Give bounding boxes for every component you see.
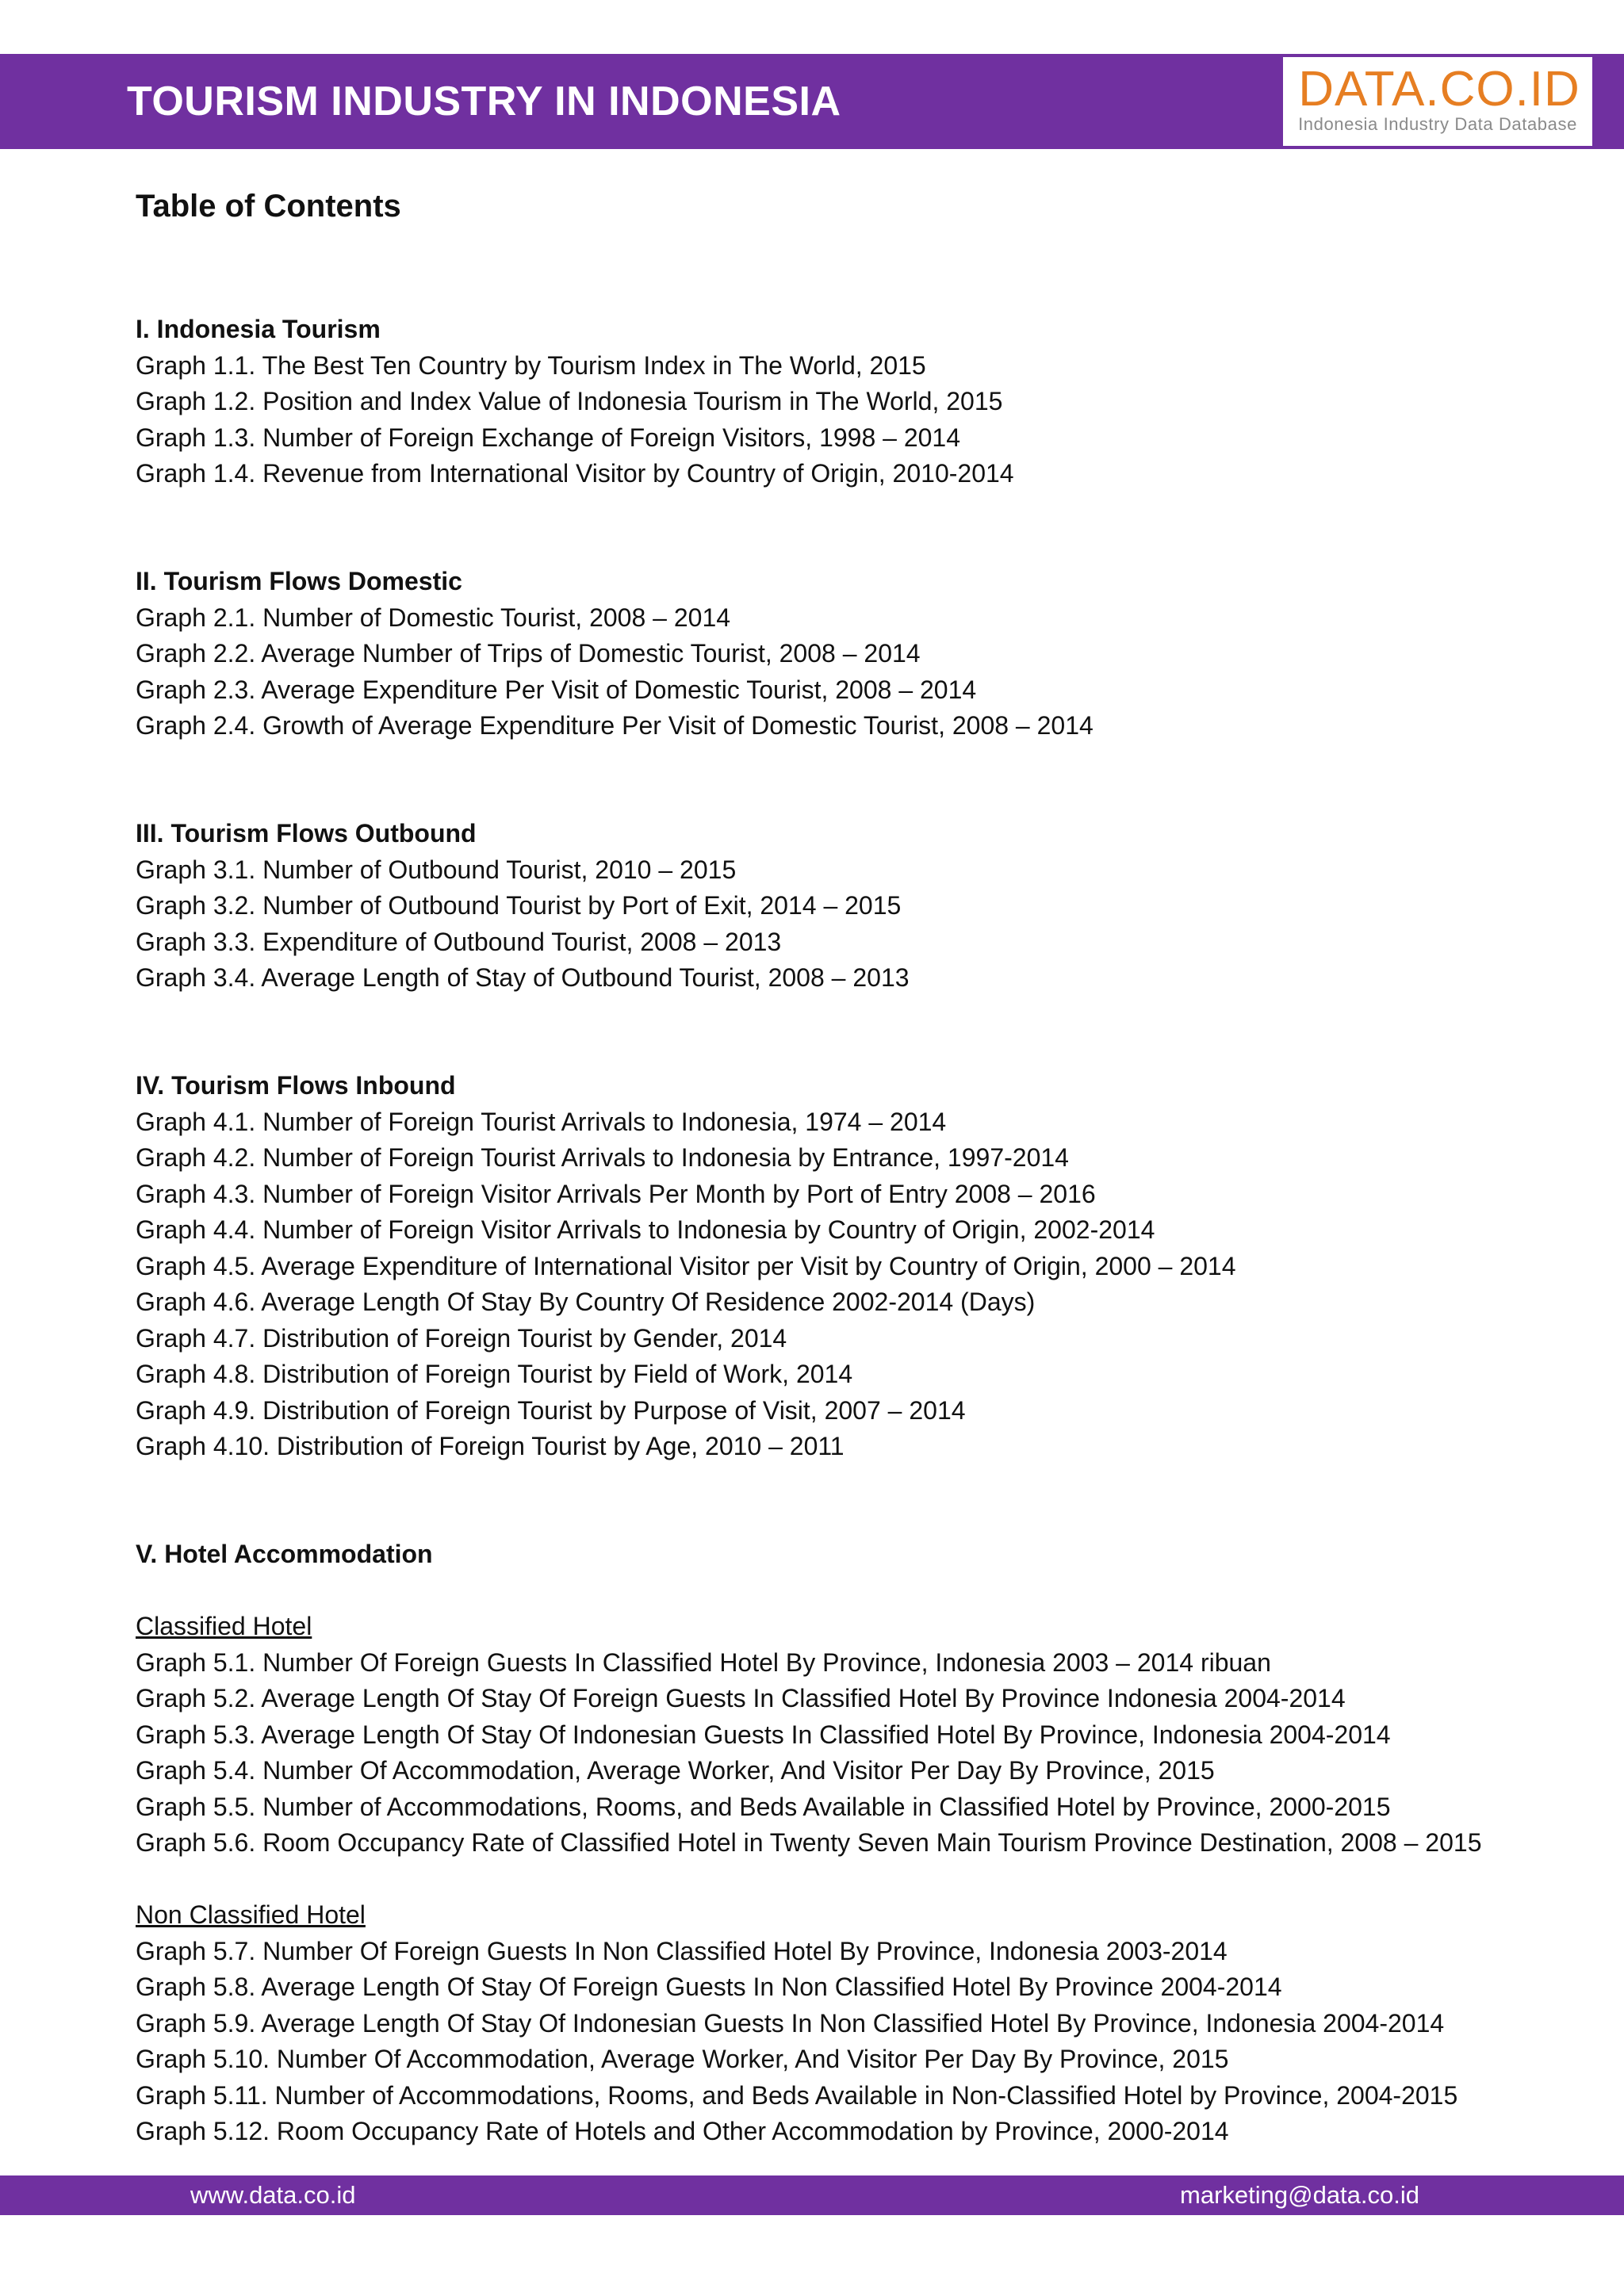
logo-tagline: Indonesia Industry Data Database bbox=[1298, 114, 1577, 134]
toc-section-5 bbox=[136, 1536, 1595, 2150]
toc-entry[interactable]: Graph 5.5. Number of Accommodations, Rooms, and Beds Available in Classified Hotel by Province, 2000-2015 bbox=[136, 1792, 1391, 1821]
toc-title: Table of Contents bbox=[136, 189, 401, 224]
document-title: TOURISM INDUSTRY IN INDONESIA bbox=[127, 78, 841, 124]
toc-section-3 bbox=[136, 816, 1595, 997]
section-heading: I. Indonesia Tourism bbox=[136, 315, 381, 343]
toc-entry[interactable]: Graph 1.2. Position and Index Value of Indonesia Tourism in The World, 2015 bbox=[136, 387, 1003, 415]
toc-entry[interactable]: Graph 1.1. The Best Ten Country by Tourism Index in The World, 2015 bbox=[136, 350, 926, 380]
toc-entry[interactable]: Graph 4.9. Distribution of Foreign Tourist by Purpose of Visit, 2007 – 2014 bbox=[136, 1395, 966, 1425]
toc-entry[interactable]: Graph 4.6. Average Length Of Stay By Country Of Residence 2002-2014 (Days) bbox=[136, 1288, 1036, 1316]
section-heading: III. Tourism Flows Outbound bbox=[136, 819, 477, 848]
toc-entry[interactable]: Graph 2.1. Number of Domestic Tourist, 2008 – 2014 bbox=[136, 603, 731, 632]
toc-entry[interactable]: Graph 4.3. Number of Foreign Visitor Arrivals Per Month by Port of Entry 2008 – 2016 bbox=[136, 1179, 1096, 1208]
subsection-heading: Classified Hotel bbox=[136, 1612, 312, 1640]
section-heading: IV. Tourism Flows Inbound bbox=[136, 1071, 456, 1100]
toc-entry[interactable]: Graph 4.5. Average Expenditure of International Visitor per Visit by Country of Origin, 2000 – 2014 bbox=[136, 1251, 1236, 1280]
toc-section-4 bbox=[136, 1068, 1595, 1465]
footer-website-link[interactable]: www.data.co.id bbox=[190, 2181, 356, 2209]
section-heading: V. Hotel Accommodation bbox=[136, 1540, 433, 1568]
brand-logo bbox=[1283, 57, 1592, 146]
toc-section-1 bbox=[136, 312, 1595, 492]
toc-section-2 bbox=[136, 564, 1595, 744]
toc-entry[interactable]: Graph 5.10. Number Of Accommodation, Average Worker, And Visitor Per Day By Province, 2015 bbox=[136, 2045, 1229, 2073]
toc-entry[interactable]: Graph 4.1. Number of Foreign Tourist Arrivals to Indonesia, 1974 – 2014 bbox=[136, 1107, 947, 1136]
toc-entry[interactable]: Graph 5.7. Number Of Foreign Guests In Non Classified Hotel By Province, Indonesia 2003-2014 bbox=[136, 1936, 1228, 1965]
toc-entry[interactable]: Graph 5.11. Number of Accommodations, Rooms, and Beds Available in Non-Classified Hotel by Province, 2004-2015 bbox=[136, 2080, 1458, 2110]
toc-entry[interactable]: Graph 3.4. Average Length of Stay of Outbound Tourist, 2008 – 2013 bbox=[136, 963, 910, 992]
toc-entry[interactable]: Graph 5.3. Average Length Of Stay Of Indonesian Guests In Classified Hotel By Province, Indonesia 2004-2014 bbox=[136, 1720, 1391, 1749]
toc-entry[interactable]: Graph 5.1. Number Of Foreign Guests In Classified Hotel By Province, Indonesia 2003 – 2014 ribuan bbox=[136, 1647, 1271, 1677]
toc-entry[interactable]: Graph 4.10. Distribution of Foreign Tourist by Age, 2010 – 2011 bbox=[136, 1432, 845, 1460]
section-heading: II. Tourism Flows Domestic bbox=[136, 567, 462, 595]
toc-entry[interactable]: Graph 3.3. Expenditure of Outbound Tourist, 2008 – 2013 bbox=[136, 927, 782, 956]
toc-entry[interactable]: Graph 5.4. Number Of Accommodation, Average Worker, And Visitor Per Day By Province, 2015 bbox=[136, 1756, 1215, 1785]
toc-entry[interactable]: Graph 2.2. Average Number of Trips of Domestic Tourist, 2008 – 2014 bbox=[136, 639, 921, 668]
footer-email-link[interactable]: marketing@data.co.id bbox=[1180, 2181, 1420, 2209]
toc-entry[interactable]: Graph 4.4. Number of Foreign Visitor Arrivals to Indonesia by Country of Origin, 2002-2014 bbox=[136, 1215, 1155, 1244]
toc-entry[interactable]: Graph 5.2. Average Length Of Stay Of Foreign Guests In Classified Hotel By Province Indonesia 2004-2014 bbox=[136, 1684, 1346, 1712]
toc-entry[interactable]: Graph 3.2. Number of Outbound Tourist by Port of Exit, 2014 – 2015 bbox=[136, 891, 902, 920]
toc-entry[interactable]: Graph 3.1. Number of Outbound Tourist, 2010 – 2015 bbox=[136, 855, 737, 884]
toc-entry[interactable]: Graph 5.12. Room Occupancy Rate of Hotels and Other Accommodation by Province, 2000-2014 bbox=[136, 2117, 1229, 2145]
toc-entry[interactable]: Graph 1.3. Number of Foreign Exchange of Foreign Visitors, 1998 – 2014 bbox=[136, 423, 961, 452]
toc-entry[interactable]: Graph 4.8. Distribution of Foreign Tourist by Field of Work, 2014 bbox=[136, 1360, 853, 1388]
logo-wordmark: DATA.CO.ID bbox=[1298, 62, 1580, 117]
toc-entry[interactable]: Graph 2.3. Average Expenditure Per Visit of Domestic Tourist, 2008 – 2014 bbox=[136, 675, 977, 704]
toc-entry[interactable]: Graph 4.7. Distribution of Foreign Tourist by Gender, 2014 bbox=[136, 1323, 787, 1353]
toc-entry[interactable]: Graph 4.2. Number of Foreign Tourist Arrivals to Indonesia by Entrance, 1997-2014 bbox=[136, 1143, 1069, 1172]
toc-entry[interactable]: Graph 1.4. Revenue from International Visitor by Country of Origin, 2010-2014 bbox=[136, 459, 1014, 488]
toc-entry[interactable]: Graph 5.6. Room Occupancy Rate of Classified Hotel in Twenty Seven Main Tourism Province Destination, 2008 – 2015 bbox=[136, 1828, 1482, 1857]
subsection-heading: Non Classified Hotel bbox=[136, 1900, 366, 1929]
toc-entry[interactable]: Graph 5.8. Average Length Of Stay Of Foreign Guests In Non Classified Hotel By Province 2004-2014 bbox=[136, 1973, 1282, 2001]
toc-entry[interactable]: Graph 2.4. Growth of Average Expenditure Per Visit of Domestic Tourist, 2008 – 2014 bbox=[136, 711, 1094, 740]
toc-entry[interactable]: Graph 5.9. Average Length Of Stay Of Indonesian Guests In Non Classified Hotel By Province, Indonesia 2004-2014 bbox=[136, 2008, 1445, 2038]
